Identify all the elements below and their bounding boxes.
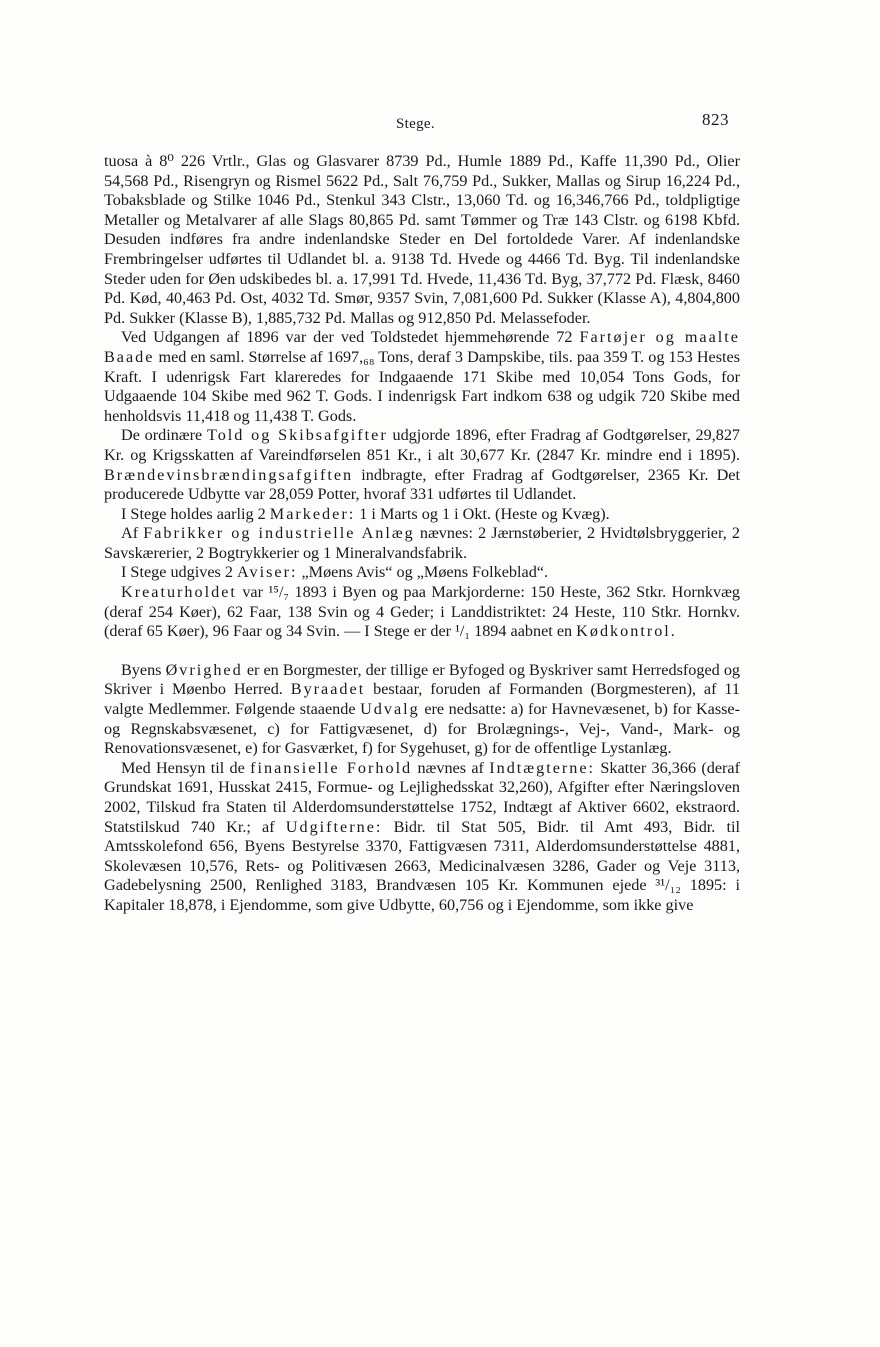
spaced-heading: Indtægterne:	[489, 758, 596, 777]
running-head: Stege.	[396, 116, 435, 132]
paragraph-finances	[104, 759, 740, 916]
spaced-heading: Brændevinsbrændingsafgiften	[104, 465, 354, 484]
paragraph-text: 1 i Marts og 1 i Okt. (Heste og Kvæg).	[355, 504, 610, 523]
paragraph-text: ere nedsatte: a) for Havnevæsenet, b) for Kasse- og Regnskabsvæsenet, c) for Fattigvæsenet, d) for Brolægnings-, Vej-, Vand-, Mark- og Renovationsvæsenet, e) for Gasværket, f) for Sygehuset, g) for de offentlige Lystanlæg.	[104, 700, 740, 758]
page-number: 823	[702, 110, 729, 129]
spaced-heading: Told og Skibsafgifter	[206, 426, 388, 445]
paragraph-newspapers	[104, 563, 740, 583]
spaced-heading: Fabrikker og industrielle Anlæg	[143, 524, 415, 543]
spaced-heading: Kreaturholdet	[121, 583, 237, 602]
paragraph-text: nævnes: 2 Jærnstøberier, 2 Hvidtølsbryggerier, 2 Savskærerier, 2 Bogtrykkerier og 1 Mineralvandsfabrik.	[104, 524, 740, 562]
spaced-heading: Markeder:	[269, 504, 356, 523]
paragraph-text: Byens	[121, 660, 166, 679]
paragraph-text: De ordinære	[121, 426, 207, 445]
spaced-heading: Kødkontrol.	[576, 622, 677, 641]
paragraph-text: er en Borgmester, der tillige er Byfoged og Byskriver samt Herredsfoged og Skriver i Møenbo Herred.	[104, 660, 741, 699]
paragraph-imports-exports: tuosa à 8⁰ 226 Vrtlr., Glas og Glasvarer 8739 Pd., Humle 1889 Pd., Kaffe 11,390 Pd., Olier 54,568 Pd., Risengryn og Rismel 5622 Pd., Salt 76,759 Pd., Sukker, Mallas og Sirup 16,224 Pd., Tobaksblade og Stilke 1046 Pd., Stenkul 343 Clstr., 13,060 Td. og 16,346,766 Pd., toldpligtige Metaller og Metalvarer af alle Slags 80,865 Pd. samt Tømmer og Træ 143 Clstr. og 6198 Kbfd. Desuden indføres fra andre indenlandske Steder en Del fortoldede Varer. Af indenlandske Frembringelser udførtes til Udlandet bl. a. 9138 Td. Hvede og 4466 Td. Byg. Til indenlandske Steder uden for Øen udskibedes bl. a. 17,991 Td. Hvede, 11,436 Td. Byg, 37,772 Pd. Flæsk, 8460 Pd. Kød, 40,463 Pd. Ost, 4032 Td. Smør, 9357 Svin, 7,081,600 Pd. Sukker (Klasse A), 4,804,800 Pd. Sukker (Klasse B), 1,885,732 Pd. Mallas og 912,850 Pd. Melassefoder.	[104, 152, 740, 327]
paragraph-text: indbragte, efter Fradrag af Godtgørelser, 2365 Kr. Det producerede Udbytte var 28,059 Potter, hvoraf 331 udførtes til Udlandet.	[104, 465, 740, 504]
paragraph-text: I Stege holdes aarlig 2	[121, 504, 270, 523]
spaced-heading: Øvrighed	[165, 660, 243, 679]
paragraph-customs	[104, 426, 740, 504]
body-text	[104, 152, 740, 916]
paragraph-markets	[104, 505, 740, 525]
paragraph-text: Skatter 36,366 (deraf Grundskat 1691, Husskat 2415, Formue- og Lejlighedsskat 32,260), Afgifter efter Næringsloven 2002, Tilskud fra Staten til Alderdomsunderstøttelse 1752, Indtægt af Aktiver 6602, ekstraord. Statstilskud 740 Kr.; af	[104, 758, 740, 836]
spaced-heading: Aviser:	[237, 563, 298, 582]
paragraph-text: nævnes af	[412, 758, 490, 777]
paragraph-factories	[104, 524, 740, 563]
paragraph-text: Bidr. til Stat 505, Bidr. til Amt 493, Bidr. til Amtsskolefond 656, Byens Bestyrelse 3370, Fattigvæsen 7311, Alderdomsunderstøttelse 4881, Skolevæsen 10,576, Rets- og Politivæsen 2663, Medicinalvæsen 3286, Gader og Veje 3113, Gadebelysning 2500, Renlighed 3183, Brandvæsen 105 Kr. Kommunen ejede ³¹/₁₂ 1895: i Kapitaler 18,878, i Ejendomme, som give Udbytte, 60,756 og i Ejendomme, som ikke give	[104, 817, 740, 914]
paragraph-text: med en saml. Størrelse af 1697,₆₈ Tons, deraf 3 Dampskibe, tils. paa 359 T. og 153 Hestes Kraft. I udenrigsk Fart klareredes for Indgaaende 171 Skibe med 10,054 Tons Gods, for Udgaaende 104 Skibe med 962 T. Gods. I indenrigsk Fart indkom 638 og udgik 720 Skibe med henholdsvis 11,418 og 11,438 T. Gods.	[104, 347, 740, 425]
paragraph-text: Med Hensyn til de	[121, 758, 251, 777]
spaced-heading: Byraadet	[290, 680, 366, 699]
paragraph-text: bestaar, foruden af Formanden (Borgmesteren), af 11 valgte Medlemmer. Følgende staaende	[104, 680, 740, 719]
spaced-heading: Fartøjer og maalte Baade	[104, 328, 740, 366]
paragraph-text: „Møens Avis“ og „Møens Folkeblad“.	[297, 563, 549, 582]
spaced-heading: Udvalg	[360, 700, 420, 719]
paragraph-authorities	[104, 661, 740, 759]
paragraph-shipping	[104, 328, 740, 426]
spaced-heading: finansielle Forhold	[250, 758, 413, 777]
paragraph-text: I Stege udgives 2	[121, 563, 237, 582]
spaced-heading: Udgifterne:	[285, 817, 383, 836]
paragraph-text: udgjorde 1896, efter Fradrag af Godtgørelser, 29,827 Kr. og Krigsskatten af Vareindførselen 851 Kr., i alt 30,677 Kr. (2847 Kr. mindre end i 1895).	[104, 426, 741, 464]
paragraph-text: Ved Udgangen af 1896 var der ved Toldstedet hjemmehørende 72	[121, 328, 580, 347]
paragraph-livestock	[104, 583, 740, 642]
paragraph-text: var ¹⁵/₇ 1893 i Byen og paa Markjorderne: 150 Heste, 362 Stkr. Hornkvæg (deraf 254 Køer), 62 Faar, 138 Svin og 4 Geder; i Landdistriktet: 24 Heste, 110 Stkr. Hornkv. (deraf 65 Køer), 96 Faar og 34 Svin. — I Stege er der ¹/₁ 1894 aabnet en	[104, 583, 740, 641]
paragraph-text: Af	[121, 524, 144, 543]
